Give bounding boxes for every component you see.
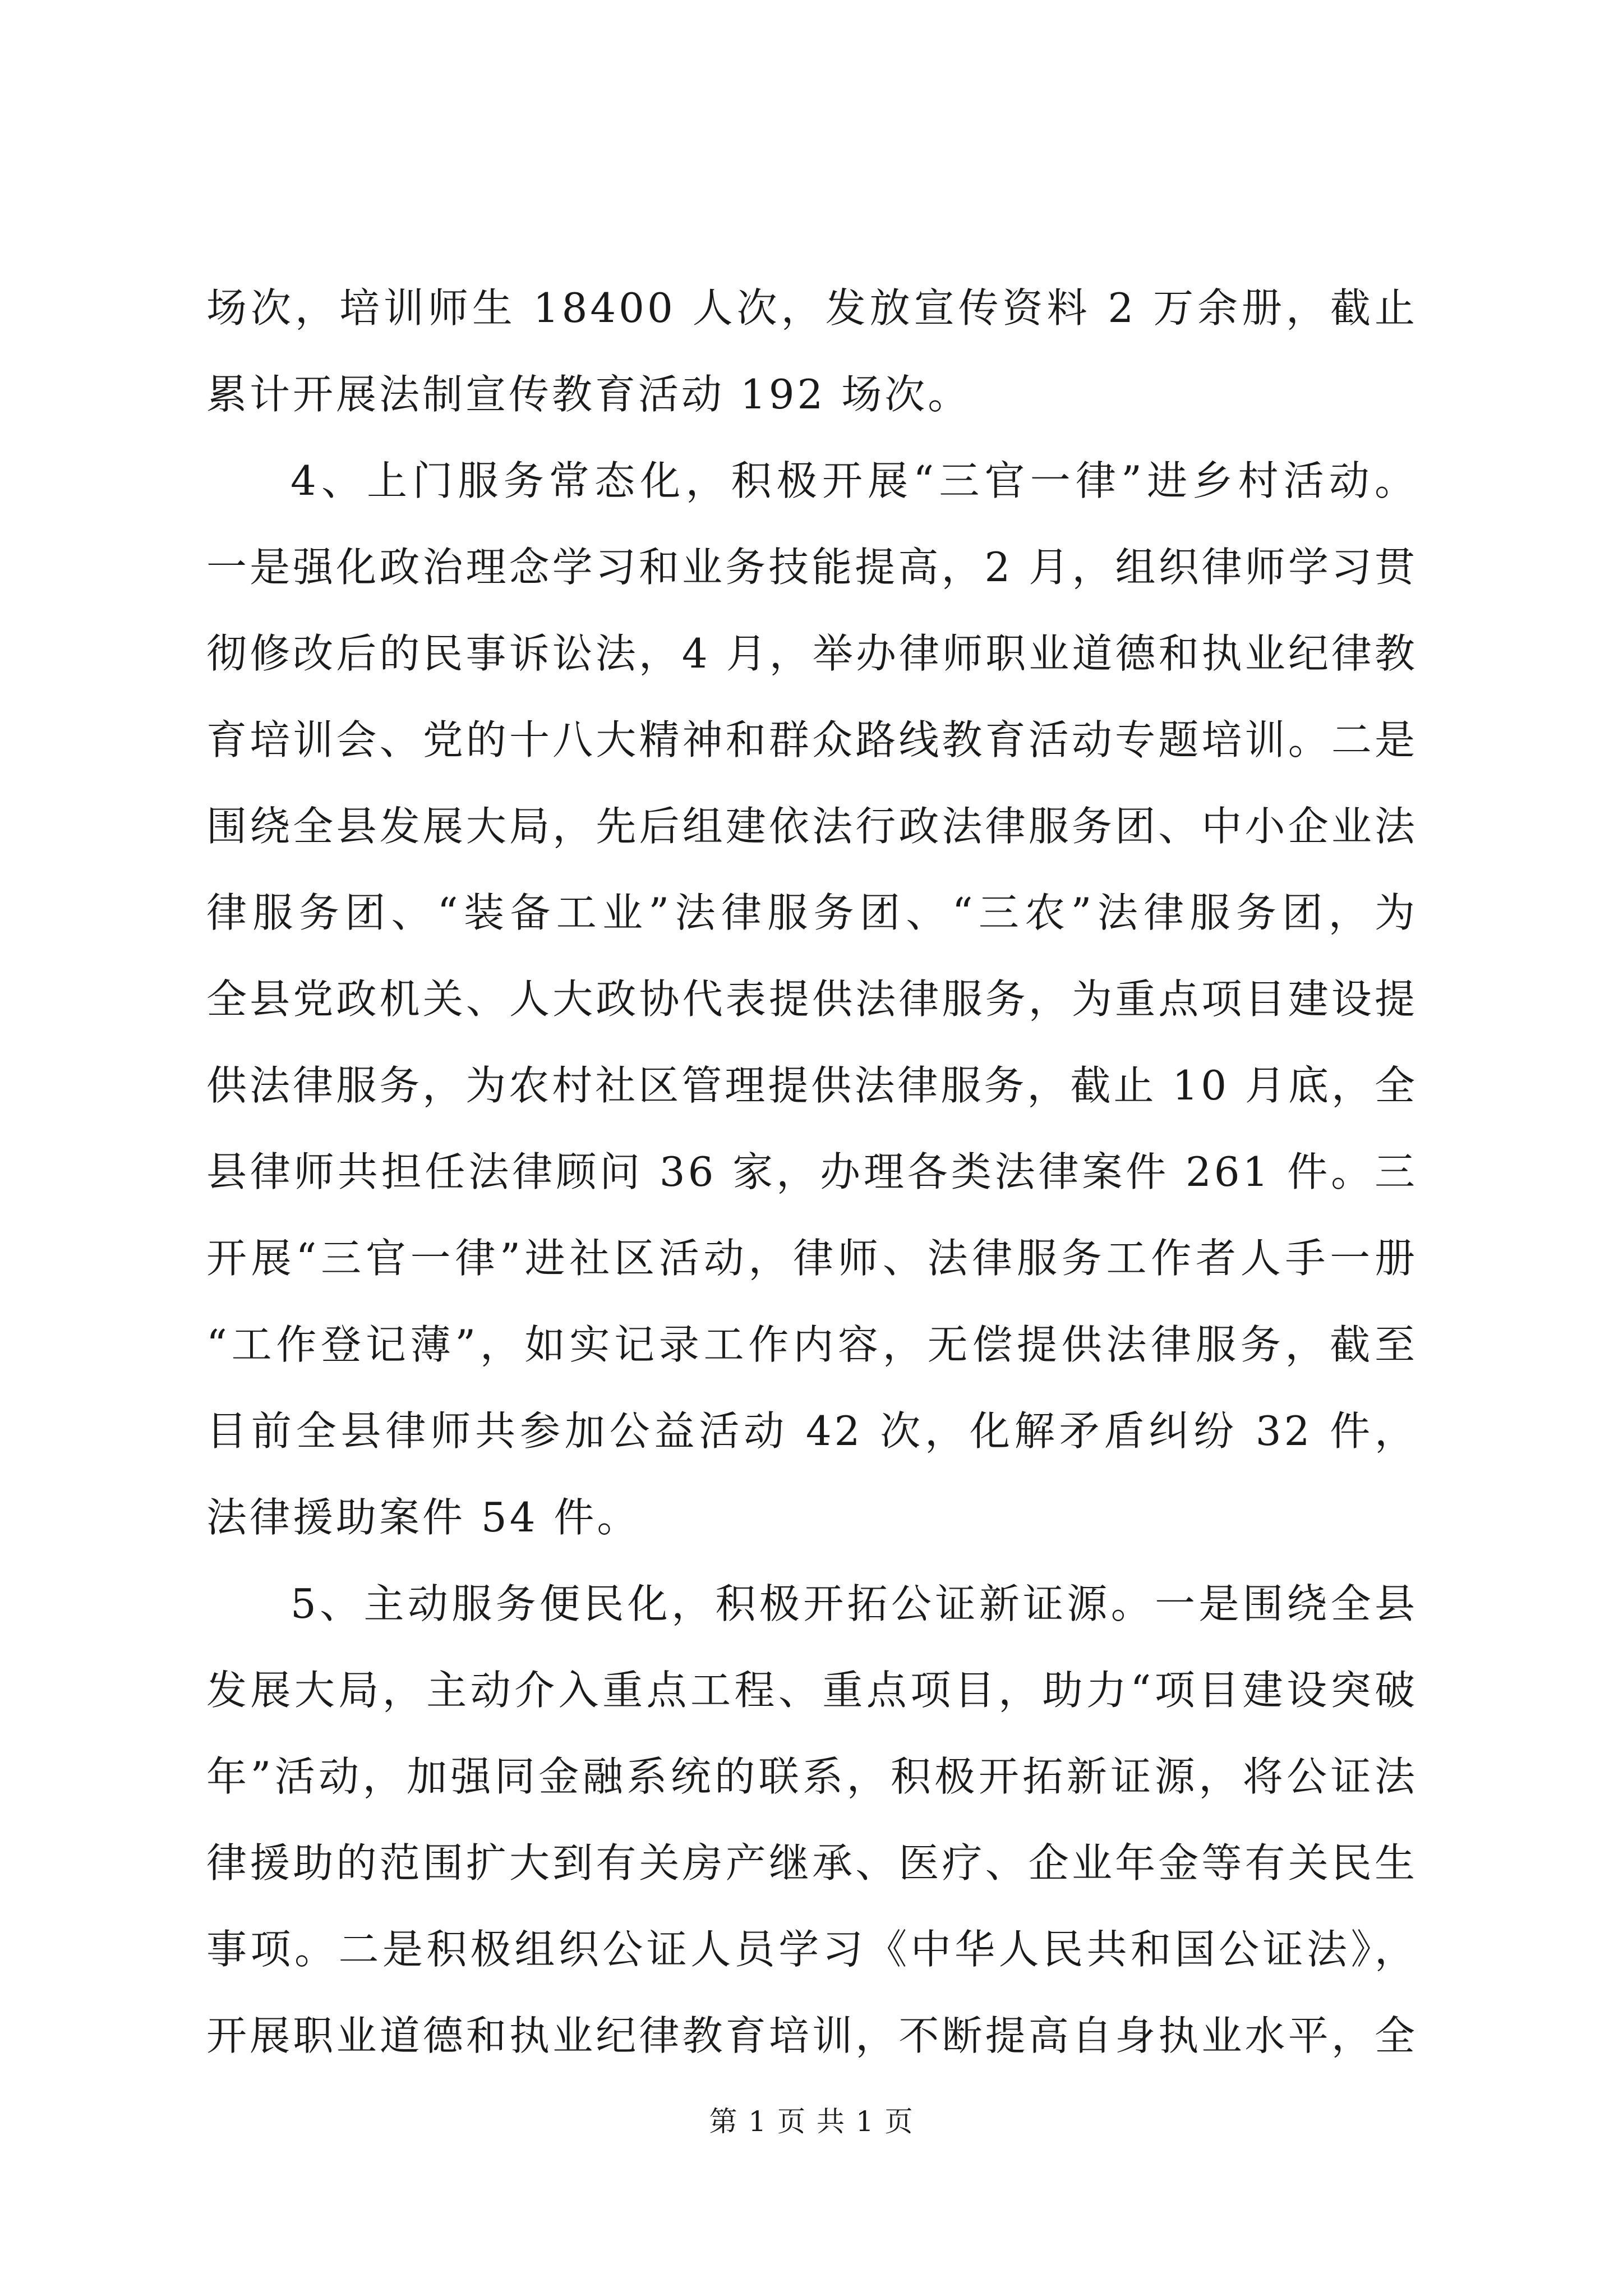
text-line: 发展大局，主动介入重点工程、重点项目，助力“项目建设突破	[206, 1667, 1418, 1714]
text-line: 一是强化政治理念学习和业务技能提高，2 月，组织律师学习贯	[206, 544, 1418, 591]
text-line: 法律援助案件 54 件。	[206, 1494, 640, 1541]
text-line: 开展“三官一律”进社区活动，律师、法律服务工作者人手一册	[206, 1235, 1418, 1282]
paragraph-start-line: 4、上门服务常态化，积极开展“三官一律”进乡村活动。	[291, 457, 1418, 504]
text-line: 全县党政机关、人大政协代表提供法律服务，为重点项目建设提	[206, 976, 1418, 1023]
page-number-footer: 第 1 页 共 1 页	[709, 2105, 914, 2138]
text-line: 场次，培训师生 18400 人次，发放宣传资料 2 万余册，截止	[206, 284, 1418, 332]
text-line: 律服务团、“装备工业”法律服务团、“三农”法律服务团，为	[206, 889, 1418, 936]
text-line: 彻修改后的民事诉讼法，4 月，举办律师职业道德和执业纪律教	[206, 630, 1418, 677]
text-line: 律援助的范围扩大到有关房产继承、医疗、企业年金等有关民生	[206, 1839, 1418, 1887]
text-line: 开展职业道德和执业纪律教育培训，不断提高自身执业水平，全	[206, 2012, 1418, 2059]
paragraph-start-line: 5、主动服务便民化，积极开拓公证新证源。一是围绕全县	[291, 1580, 1418, 1627]
text-line: 年”活动，加强同金融系统的联系，积极开拓新证源，将公证法	[206, 1753, 1418, 1800]
text-line: 供法律服务，为农村社区管理提供法律服务，截止 10 月底，全	[206, 1062, 1418, 1109]
text-line: 育培训会、党的十八大精神和群众路线教育活动专题培训。二是	[206, 716, 1418, 763]
text-line: 围绕全县发展大局，先后组建依法行政法律服务团、中小企业法	[206, 803, 1418, 850]
document-body	[206, 265, 1418, 2079]
text-line: 事项。二是积极组织公证人员学习《中华人民共和国公证法》，	[206, 1926, 1418, 1973]
text-line: 县律师共担任法律顾问 36 家，办理各类法律案件 261 件。三	[206, 1148, 1418, 1195]
text-line: 累计开展法制宣传教育活动 192 场次。	[206, 371, 971, 418]
text-line: 目前全县律师共参加公益活动 42 次，化解矛盾纠纷 32 件，	[206, 1407, 1418, 1455]
text-line: “工作登记薄”，如实记录工作内容，无偿提供法律服务，截至	[206, 1321, 1418, 1368]
